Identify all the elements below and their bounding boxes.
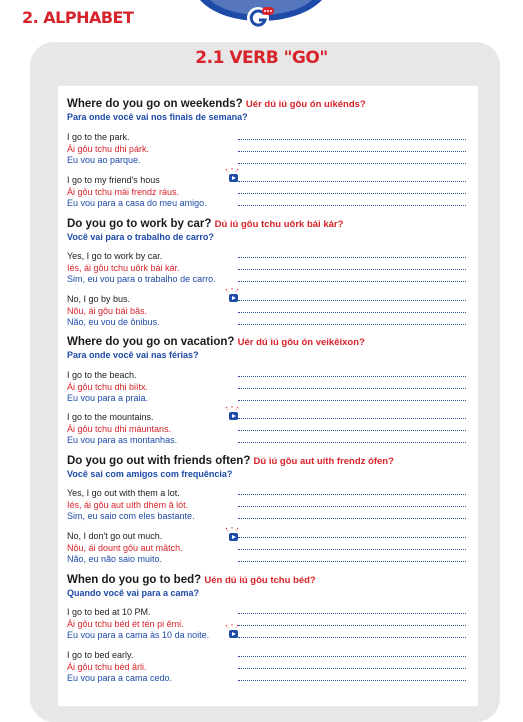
answer-pt: Eu vou para as montanhas.	[67, 435, 178, 445]
question-en: When do you go to bed?	[67, 574, 202, 586]
write-line[interactable]	[238, 537, 466, 538]
audio-play-icon[interactable]	[222, 623, 242, 643]
answer-pronunciation: Ái gôu tchu dhi máuntans.	[67, 423, 172, 434]
question-pronunciation: Dú iú gôu tchu uôrk bái kár?	[214, 219, 344, 230]
answer-pt: Não, eu vou de ônibus.	[67, 317, 160, 327]
write-line[interactable]	[238, 549, 466, 550]
write-line[interactable]	[238, 625, 466, 626]
write-line[interactable]	[238, 506, 466, 507]
answer-pronunciation: Ái gôu tchu béd ét tén pi êmi.	[67, 618, 184, 629]
answer-pt: Eu vou para a cama às 10 da noite.	[67, 630, 210, 640]
question-pt: Para onde você vai nos finais de semana?	[67, 112, 248, 122]
write-line[interactable]	[238, 561, 466, 562]
question-4	[67, 455, 394, 481]
question-pronunciation: Uér dú iú gôu ón uíkénds?	[245, 99, 366, 110]
speech-bubble-g-logo	[245, 3, 275, 33]
write-line[interactable]	[238, 613, 466, 614]
question-pt: Você sai com amigos com frequência?	[67, 469, 233, 479]
answer-en: I go to the mountains.	[67, 412, 154, 422]
question-en: Where do you go on vacation?	[67, 336, 235, 348]
answer-en: I go to the beach.	[67, 370, 137, 380]
question-pt: Você vai para o trabalho de carro?	[67, 232, 214, 242]
answer-pronunciation: Iés, ái gôu tchu uôrk bái kár.	[67, 262, 180, 273]
write-line[interactable]	[238, 257, 466, 258]
answer-4a	[67, 488, 195, 523]
question-5	[67, 574, 316, 600]
answer-2a	[67, 251, 216, 286]
write-line[interactable]	[238, 430, 466, 431]
write-line[interactable]	[238, 442, 466, 443]
question-2	[67, 218, 343, 244]
write-line[interactable]	[238, 205, 466, 206]
write-line[interactable]	[238, 656, 466, 657]
answer-pronunciation: Nôu, ái gôu bái bâs.	[67, 305, 148, 316]
answer-en: I go to my friend's hous	[67, 175, 160, 185]
answer-2b	[67, 294, 160, 329]
answer-pt: Sim, eu saio com eles bastante.	[67, 511, 195, 521]
answer-pronunciation: Ái gôu tchu dhi biítx.	[67, 381, 149, 392]
audio-play-icon[interactable]	[222, 167, 242, 187]
write-line[interactable]	[238, 637, 466, 638]
question-pt: Para onde você vai nas férias?	[67, 350, 199, 360]
question-en: Do you go out with friends often?	[67, 455, 251, 467]
answer-pt: Eu vou para a casa do meu amigo.	[67, 198, 207, 208]
answer-en: Yes, I go out with them a lot.	[67, 488, 180, 498]
question-en: Where do you go on weekends?	[67, 98, 243, 110]
write-line[interactable]	[238, 376, 466, 377]
write-line[interactable]	[238, 163, 466, 164]
answer-pronunciation: Iés, ái gôu aut uíth dhém â lót.	[67, 499, 189, 510]
answer-3a	[67, 370, 148, 405]
write-line[interactable]	[238, 269, 466, 270]
answer-5b	[67, 650, 172, 685]
answer-pt: Sim, eu vou para o trabalho de carro.	[67, 274, 216, 284]
write-line[interactable]	[238, 281, 466, 282]
answer-5a	[67, 607, 209, 642]
write-line[interactable]	[238, 418, 466, 419]
page-title: 2.1 VERB "GO"	[195, 48, 328, 68]
answer-pt: Eu vou para a cama cedo.	[67, 673, 173, 683]
audio-play-icon[interactable]	[222, 526, 242, 546]
question-pt: Quando você vai para a cama?	[67, 588, 200, 598]
write-line[interactable]	[238, 518, 466, 519]
answer-3b	[67, 412, 177, 447]
answer-en: No, I don't go out much.	[67, 531, 163, 541]
write-line[interactable]	[238, 400, 466, 401]
write-line[interactable]	[238, 680, 466, 681]
answer-pt: Eu vou para a praia.	[67, 393, 149, 403]
answer-en: I go to bed early.	[67, 650, 134, 660]
answer-en: I go to bed at 10 PM.	[67, 607, 151, 617]
section-label: 2. ALPHABET	[22, 8, 134, 27]
write-line[interactable]	[238, 494, 466, 495]
write-line[interactable]	[238, 300, 466, 301]
answer-en: No, I go by bus.	[67, 294, 131, 304]
answer-pronunciation: Ái gôu tchu dhi párk.	[67, 143, 150, 154]
write-line[interactable]	[238, 388, 466, 389]
write-line[interactable]	[238, 324, 466, 325]
answer-en: Yes, I go to work by car.	[67, 251, 163, 261]
question-pronunciation: Uén dú iú gôu tchu béd?	[204, 575, 316, 586]
write-line[interactable]	[238, 151, 466, 152]
answer-pt: Eu vou ao parque.	[67, 155, 141, 165]
write-line[interactable]	[238, 181, 466, 182]
write-line[interactable]	[238, 139, 466, 140]
write-line[interactable]	[238, 668, 466, 669]
question-en: Do you go to work by car?	[67, 218, 212, 230]
answer-en: I go to the park.	[67, 132, 130, 142]
question-pronunciation: Dú iú gôu aut uíth frendz ófen?	[253, 456, 394, 467]
answer-1b	[67, 175, 207, 210]
answer-pronunciation: Ái gôu tchu béd ârli.	[67, 661, 147, 672]
write-line[interactable]	[238, 312, 466, 313]
answer-4b	[67, 531, 183, 566]
question-1	[67, 98, 366, 124]
audio-play-icon[interactable]	[222, 405, 242, 425]
audio-play-icon[interactable]	[222, 287, 242, 307]
write-line[interactable]	[238, 193, 466, 194]
answer-pronunciation: Nôu, ái dount gôu aut mâtch.	[67, 542, 183, 553]
answer-pronunciation: Ái gôu tchu mái frendz ráus.	[67, 186, 180, 197]
question-pronunciation: Uér dú iú gôu ón veikêixon?	[237, 337, 365, 348]
answer-1a	[67, 132, 149, 167]
answer-pt: Não, eu não saio muito.	[67, 554, 163, 564]
question-3	[67, 336, 365, 362]
